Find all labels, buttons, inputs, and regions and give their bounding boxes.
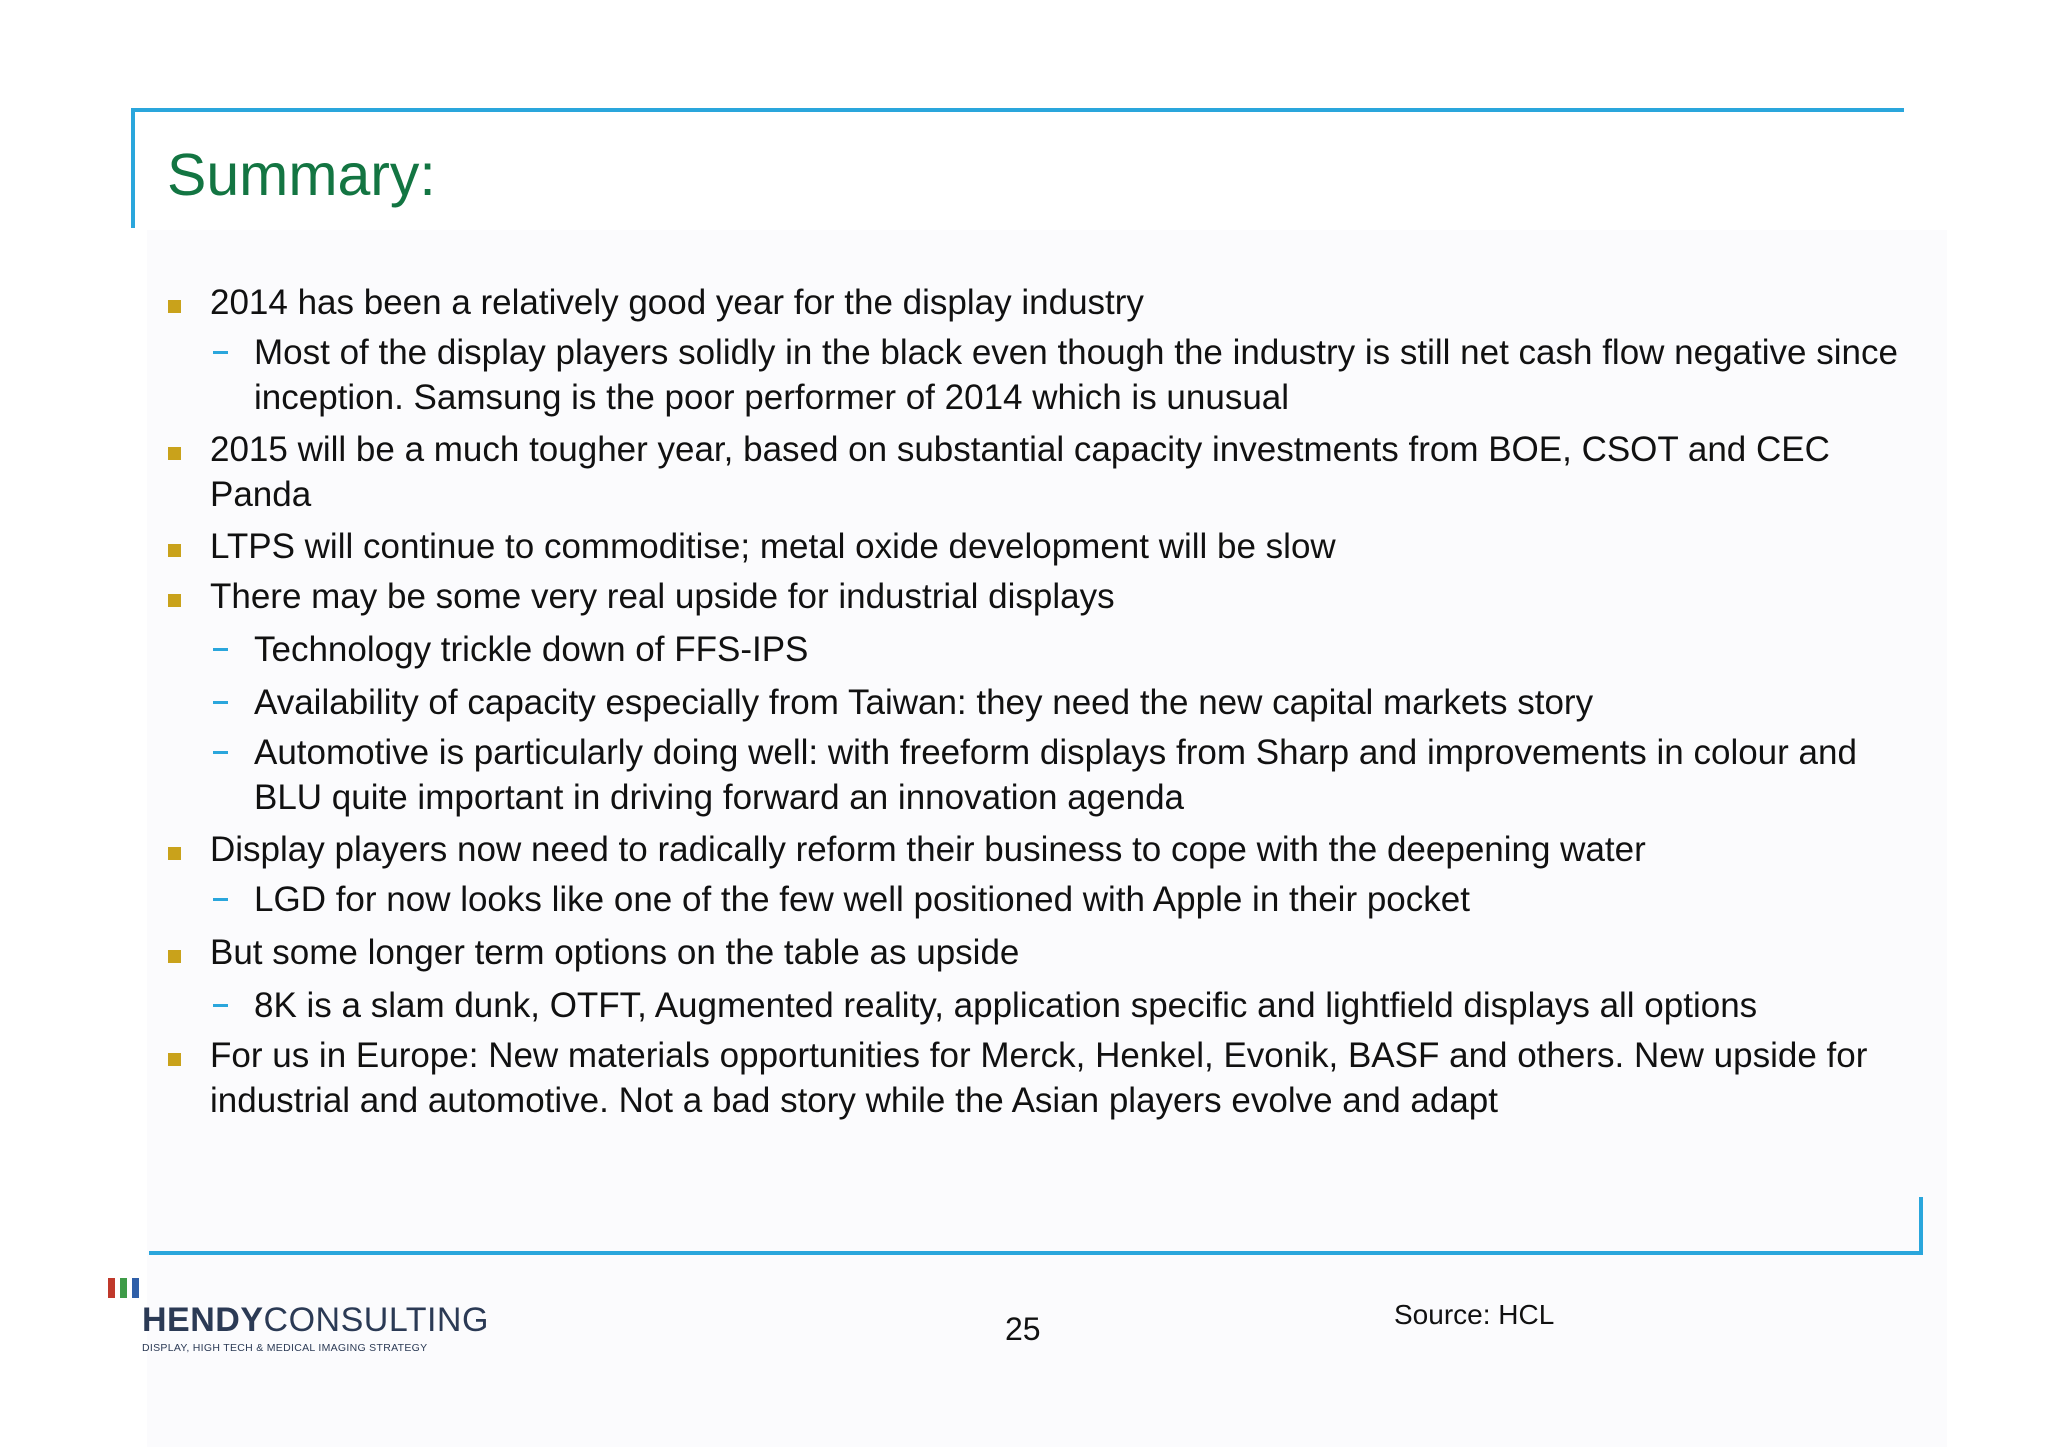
square-bullet-icon — [168, 950, 181, 963]
dash-bullet-icon — [213, 898, 228, 901]
bullet-item — [160, 827, 1920, 872]
dash-bullet-icon — [213, 1004, 228, 1007]
sub-bullet-text: Most of the display players solidly in the black even though the industry is still net cash flow negative since inception. Samsung is the poor performer of 2014 which is unusual — [254, 333, 1898, 417]
bullet-text: 2015 will be a much tougher year, based on substantial capacity investments from BOE, CSOT and CEC Panda — [210, 430, 1830, 514]
bottom-frame-line — [149, 1251, 1923, 1255]
logo-name-light: CONSULTING — [263, 1301, 489, 1339]
sub-bullet-item — [160, 330, 1920, 420]
logo-bar-red — [108, 1278, 115, 1298]
logo-name-bold: HENDY — [142, 1301, 264, 1339]
dash-bullet-icon — [213, 648, 228, 651]
sub-bullet-text: Availability of capacity especially from Taiwan: they need the new capital markets story — [254, 683, 1594, 722]
sub-bullet-text: LGD for now looks like one of the few well positioned with Apple in their pocket — [254, 880, 1470, 919]
square-bullet-icon — [168, 594, 181, 607]
bullet-item — [160, 1033, 1920, 1123]
sub-bullet-text: Automotive is particularly doing well: with freeform displays from Sharp and improvements in colour and BLU quite important in driving forward an innovation agenda — [254, 733, 1857, 817]
bullet-item — [160, 524, 1920, 569]
bullet-item — [160, 574, 1920, 619]
dash-bullet-icon — [213, 751, 228, 754]
bullet-item — [160, 427, 1920, 517]
source-note: Source: HCL — [1394, 1299, 1555, 1330]
sub-bullet-item — [160, 730, 1920, 820]
bullet-text: 2014 has been a relatively good year for the display industry — [210, 283, 1144, 322]
bullet-text: Display players now need to radically reform their business to cope with the deepening water — [210, 830, 1646, 869]
top-frame-line — [131, 108, 1904, 112]
logo-bar-green — [120, 1278, 127, 1298]
sub-bullet-text: 8K is a slam dunk, OTFT, Augmented reality, application specific and lightfield displays all options — [254, 986, 1758, 1025]
slide-title: Summary: — [167, 142, 436, 208]
bullet-item — [160, 280, 1920, 325]
dash-bullet-icon — [213, 351, 228, 354]
bullet-text: But some longer term options on the table as upside — [210, 933, 1020, 972]
square-bullet-icon — [168, 847, 181, 860]
dash-bullet-icon — [213, 701, 228, 704]
sub-bullet-item — [160, 680, 1920, 725]
square-bullet-icon — [168, 1053, 181, 1066]
logo-wordmark — [142, 1300, 489, 1340]
bullet-text: For us in Europe: New materials opportunities for Merck, Henkel, Evonik, BASF and others. New upside for industrial and automotive. Not a bad story while the Asian players evolve and adapt — [210, 1036, 1868, 1120]
sub-bullet-item — [160, 983, 1920, 1028]
page-number: 25 — [1005, 1311, 1041, 1347]
hendy-consulting-logo — [108, 1278, 488, 1358]
logo-tagline: DISPLAY, HIGH TECH & MEDICAL IMAGING STRATEGY — [142, 1342, 428, 1354]
bullet-item — [160, 930, 1920, 975]
square-bullet-icon — [168, 447, 181, 460]
sub-bullet-text: Technology trickle down of FFS-IPS — [254, 630, 809, 669]
logo-bar-blue — [132, 1278, 139, 1298]
square-bullet-icon — [168, 544, 181, 557]
sub-bullet-item — [160, 877, 1920, 922]
bullet-text: There may be some very real upside for industrial displays — [210, 577, 1115, 616]
left-frame-line — [131, 108, 135, 228]
logo-bars-icon — [108, 1278, 148, 1298]
right-frame-line — [1919, 1197, 1923, 1255]
bullet-list — [160, 280, 1920, 1123]
sub-bullet-item — [160, 627, 1920, 672]
bullet-text: LTPS will continue to commoditise; metal oxide development will be slow — [210, 527, 1336, 566]
square-bullet-icon — [168, 300, 181, 313]
